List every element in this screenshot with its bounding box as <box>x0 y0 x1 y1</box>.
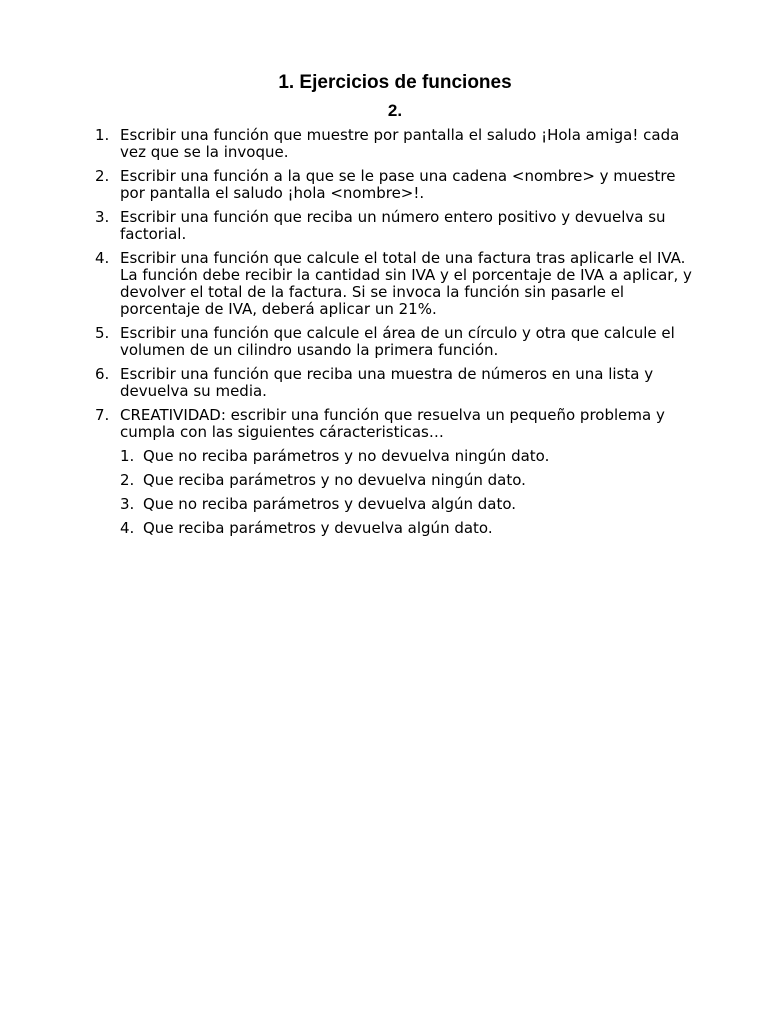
exercise-number: 1. <box>95 126 110 144</box>
exercise-text: Escribir una función que reciba una muestra de números en una lista y devuelva su media. <box>120 365 654 400</box>
sub-list <box>120 448 705 537</box>
exercise-list <box>95 127 705 544</box>
exercise-item <box>95 366 705 400</box>
sub-item-text: Que no reciba parámetros y no devuelva ningún dato. <box>143 447 550 465</box>
exercise-item <box>95 168 705 202</box>
document-subtitle: 2. <box>387 101 403 120</box>
exercise-text: Escribir una función a la que se le pase una cadena <nombre> y muestre por pantalla el saludo ¡hola <nombre>!. <box>120 167 676 202</box>
sub-item <box>120 496 705 513</box>
exercise-number: 2. <box>95 167 110 185</box>
sub-item-text: Que reciba parámetros y no devuelva ningún dato. <box>143 471 526 489</box>
sub-item <box>120 520 705 537</box>
sub-item-number: 1. <box>120 447 135 465</box>
exercise-number: 3. <box>95 208 110 226</box>
sub-item <box>120 472 705 489</box>
exercise-text: Escribir una función que calcule el total de una factura tras aplicarle el IVA. La función debe recibir la cantidad sin IVA y el porcentaje de IVA a aplicar, y devolver el total de la factura. Si se invoca la función sin pasarle el porcentaje de IVA, deberá aplicar un 21%. <box>120 249 692 318</box>
exercise-number: 7. <box>95 406 110 424</box>
exercise-item <box>95 407 705 537</box>
sub-item-number: 2. <box>120 471 135 489</box>
exercise-text: Escribir una función que muestre por pantalla el saludo ¡Hola amiga! cada vez que se la invoque. <box>120 126 680 161</box>
sub-item-text: Que reciba parámetros y devuelva algún dato. <box>143 519 493 537</box>
sub-item <box>120 448 705 465</box>
sub-item-number: 3. <box>120 495 135 513</box>
exercise-text: CREATIVIDAD: escribir una función que resuelva un pequeño problema y cumpla con las siguientes cáracteristicas… <box>120 406 665 441</box>
exercise-item <box>95 250 705 318</box>
exercise-number: 4. <box>95 249 110 267</box>
exercise-number: 5. <box>95 324 110 342</box>
sub-item-number: 4. <box>120 519 135 537</box>
exercise-item <box>95 127 705 161</box>
exercise-text: Escribir una función que reciba un número entero positivo y devuelva su factorial. <box>120 208 666 243</box>
exercise-item <box>95 325 705 359</box>
sub-item-text: Que no reciba parámetros y devuelva algún dato. <box>143 495 517 513</box>
exercise-item <box>95 209 705 243</box>
exercise-text: Escribir una función que calcule el área de un círculo y otra que calcule el volumen de un cilindro usando la primera función. <box>120 324 675 359</box>
exercise-number: 6. <box>95 365 110 383</box>
document-title: 1. Ejercicios de funciones <box>278 72 512 93</box>
